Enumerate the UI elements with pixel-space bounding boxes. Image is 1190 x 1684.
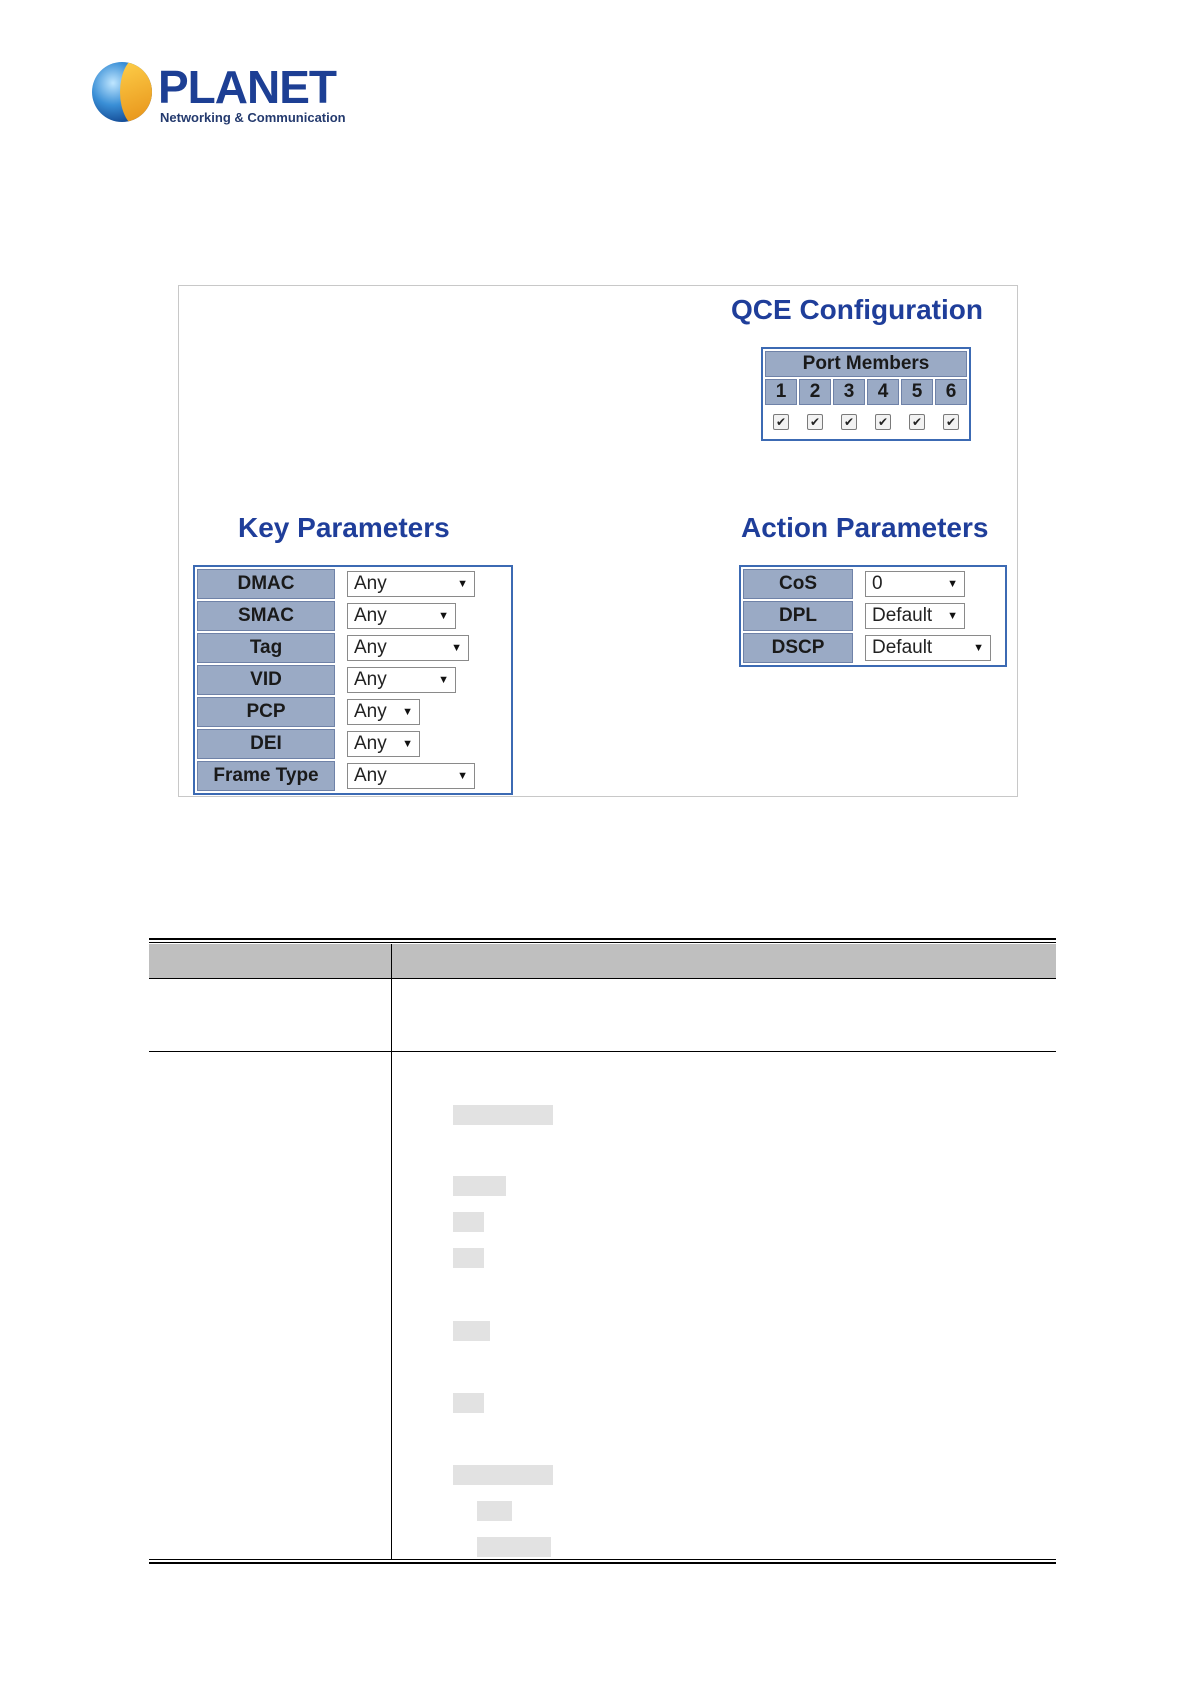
redacted-text xyxy=(453,1176,506,1196)
port-label-1: 1 xyxy=(765,379,797,405)
port-4-checkbox[interactable]: ✔ xyxy=(875,414,891,430)
dropdown-arrow-icon: ▼ xyxy=(947,578,958,590)
planet-logo xyxy=(90,60,350,130)
port-members-header: Port Members xyxy=(765,351,967,377)
dropdown-arrow-icon: ▼ xyxy=(438,674,449,686)
key-parameters-table xyxy=(193,565,513,795)
dropdown-arrow-icon: ▼ xyxy=(438,610,449,622)
dscp-label: DSCP xyxy=(743,633,853,663)
dropdown-arrow-icon: ▼ xyxy=(973,642,984,654)
dropdown-arrow-icon: ▼ xyxy=(451,642,462,654)
port-label-5: 5 xyxy=(901,379,933,405)
page-title: QCE Configuration xyxy=(731,294,983,325)
smac-select[interactable] xyxy=(347,603,456,629)
port-label-2: 2 xyxy=(799,379,831,405)
dropdown-arrow-icon: ▼ xyxy=(457,578,468,590)
port-1-checkbox[interactable]: ✔ xyxy=(773,414,789,430)
frame-type-value: Any xyxy=(354,765,387,786)
redacted-text xyxy=(453,1105,553,1125)
redacted-text xyxy=(453,1465,553,1485)
dei-value: Any xyxy=(354,733,387,754)
dei-label: DEI xyxy=(197,729,335,759)
dpl-value: Default xyxy=(872,605,933,626)
dmac-label: DMAC xyxy=(197,569,335,599)
tag-value: Any xyxy=(354,637,387,658)
vid-value: Any xyxy=(354,669,387,690)
redacted-text xyxy=(453,1248,484,1268)
tag-select[interactable] xyxy=(347,635,469,661)
port-label-3: 3 xyxy=(833,379,865,405)
dropdown-arrow-icon: ▼ xyxy=(402,706,413,718)
pcp-value: Any xyxy=(354,701,387,722)
vid-label: VID xyxy=(197,665,335,695)
key-parameters-title: Key Parameters xyxy=(238,512,450,543)
dei-select[interactable] xyxy=(347,731,420,757)
cos-value: 0 xyxy=(872,573,883,594)
redacted-text xyxy=(453,1321,490,1341)
frame-type-select[interactable] xyxy=(347,763,475,789)
dscp-select[interactable] xyxy=(865,635,991,661)
logo-tagline: Networking & Communication xyxy=(160,110,346,125)
vid-select[interactable] xyxy=(347,667,456,693)
description-table-header xyxy=(149,944,1056,978)
dropdown-arrow-icon: ▼ xyxy=(457,770,468,782)
port-label-4: 4 xyxy=(867,379,899,405)
dpl-label: DPL xyxy=(743,601,853,631)
pcp-label: PCP xyxy=(197,697,335,727)
tag-label: Tag xyxy=(197,633,335,663)
dropdown-arrow-icon: ▼ xyxy=(402,738,413,750)
action-parameters-table xyxy=(739,565,1007,667)
port-2-checkbox[interactable]: ✔ xyxy=(807,414,823,430)
qce-configuration-panel xyxy=(178,285,1018,797)
frame-type-label: Frame Type xyxy=(197,761,335,791)
globe-icon xyxy=(92,62,152,122)
dmac-value: Any xyxy=(354,573,387,594)
port-3-checkbox[interactable]: ✔ xyxy=(841,414,857,430)
dmac-select[interactable] xyxy=(347,571,475,597)
cos-label: CoS xyxy=(743,569,853,599)
action-parameters-title: Action Parameters xyxy=(741,512,989,543)
dpl-select[interactable] xyxy=(865,603,965,629)
port-6-checkbox[interactable]: ✔ xyxy=(943,414,959,430)
dscp-value: Default xyxy=(872,637,933,658)
port-label-6: 6 xyxy=(935,379,967,405)
redacted-text xyxy=(477,1537,551,1557)
port-members-table xyxy=(761,347,971,441)
dropdown-arrow-icon: ▼ xyxy=(947,610,958,622)
port-5-checkbox[interactable]: ✔ xyxy=(909,414,925,430)
smac-value: Any xyxy=(354,605,387,626)
logo-brand: PLANET xyxy=(158,61,336,113)
pcp-select[interactable] xyxy=(347,699,420,725)
cos-select[interactable] xyxy=(865,571,965,597)
description-table xyxy=(149,938,1056,1564)
redacted-text xyxy=(453,1212,484,1232)
redacted-text xyxy=(477,1501,512,1521)
redacted-text xyxy=(453,1393,484,1413)
smac-label: SMAC xyxy=(197,601,335,631)
